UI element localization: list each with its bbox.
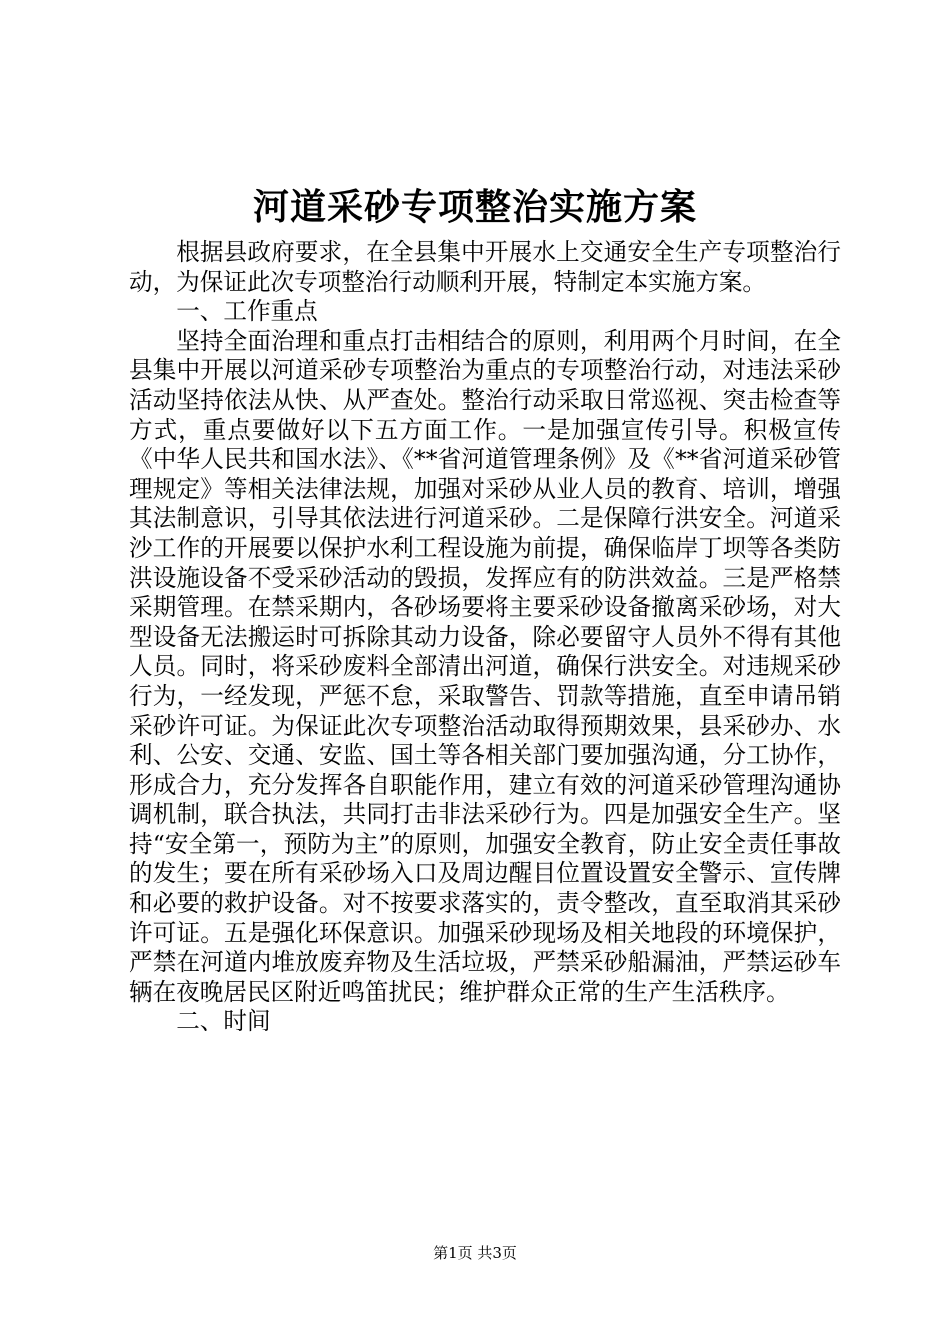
section-heading-time: 二、时间 (176, 1007, 271, 1036)
page-footer: 第1页 共3页 (433, 1244, 517, 1262)
section-heading-work-focus: 一、工作重点 (176, 297, 318, 326)
intro-paragraph: 根据县政府要求，在全县集中开展水上交通安全生产专项整治行动，为保证此次专项整治行动顺利开展，特制定本实施方案。 (129, 238, 841, 296)
document-title: 河道采砂专项整治实施方案 (252, 186, 697, 228)
work-focus-paragraph: 坚持全面治理和重点打击相结合的原则，利用两个月时间，在全县集中开展以河道采砂专项整治为重点的专项整治行动，对违法采砂活动坚持依法从快、从严查处。整治行动采取日常巡视、突击检查等方式，重点要做好以下五方面工作。一是加强宣传引导。积极宣传《中华人民共和国水法》、《**省河道管理条例》及《**省河道采砂管理规定》等相关法律法规，加强对采砂从业人员的教育、培训，增强其法制意识，引导其依法进行河道采砂。二是保障行洪安全。河道采沙工作的开展要以保护水利工程设施为前提，确保临岸丁坝等各类防洪设施设备不受采砂活动的毁损，发挥应有的防洪效益。三是严格禁采期管理。在禁采期内，各砂场要将主要采砂设备撤离采砂场，对大型设备无法搬运时可拆除其动力设备，除必要留守人员外不得有其他人员。同时，将采砂废料全部清出河道，确保行洪安全。对违规采砂行为，一经发现，严惩不怠，采取警告、罚款等措施，直至申请吊销采砂许可证。为保证此次专项整治活动取得预期效果，县采砂办、水利、公安、交通、安监、国土等各相关部门要加强沟通，分工协作，形成合力，充分发挥各自职能作用，建立有效的河道采砂管理沟通协调机制，联合执法，共同打击非法采砂行为。四是加强安全生产。坚持“安全第一，预防为主”的原则，加强安全教育，防止安全责任事故的发生；要在所有采砂场入口及周边醒目位置设置安全警示、宣传牌和必要的救护设备。对不按要求落实的，责令整改，直至取消其采砂许可证。五是强化环保意识。加强采砂现场及相关地段的环境保护，严禁在河道内堆放废弃物及生活垃圾，严禁采砂船漏油，严禁运砂车辆在夜晚居民区附近鸣笛扰民；维护群众正常的生产生活秩序。 (129, 326, 841, 1006)
document-body (129, 238, 841, 1037)
